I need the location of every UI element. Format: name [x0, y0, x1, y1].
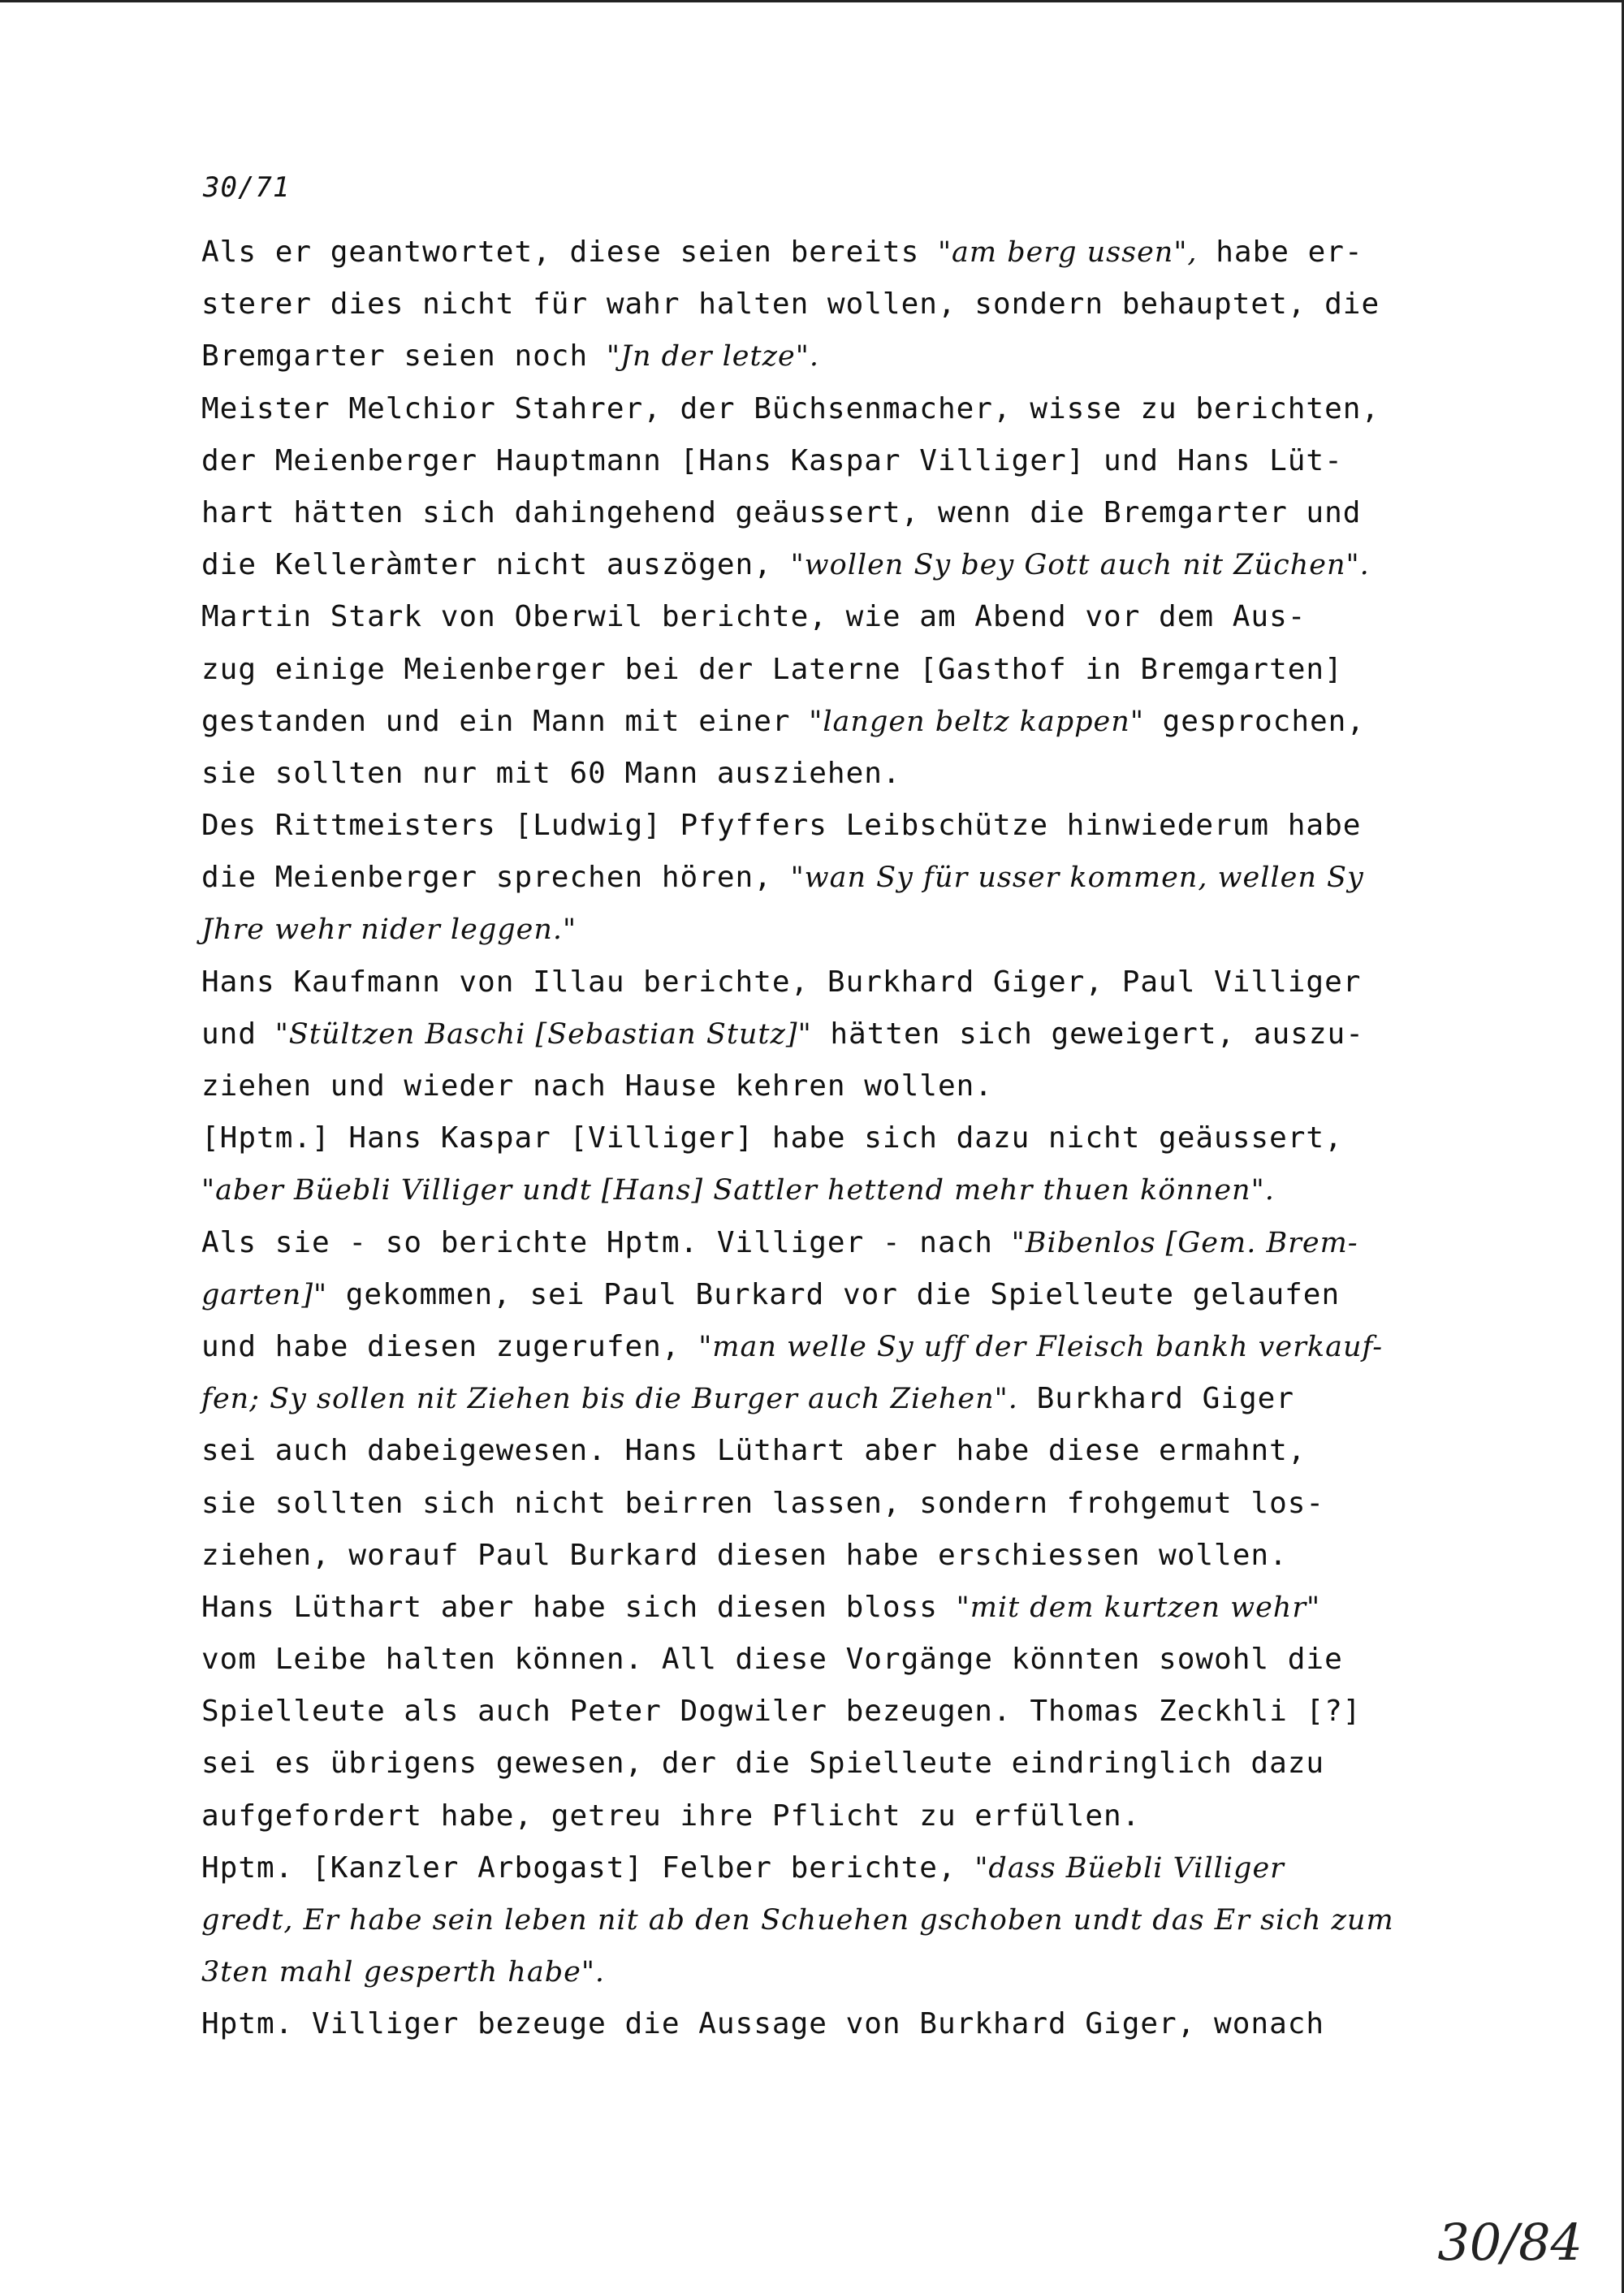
- handwritten-folio-number: 30/84: [1437, 2213, 1583, 2272]
- text-line: [201, 852, 1484, 904]
- quotation-segment: fen; Sy sollen nit Ziehen bis die Burger auch Ziehen".: [201, 1383, 1018, 1416]
- text-segment: vom Leibe halten können. All diese Vorgänge könnten sowohl die: [201, 1643, 1343, 1677]
- text-segment: Hptm. [Kanzler Arbogast] Felber berichte,: [201, 1850, 975, 1885]
- text-segment: Als er geantwortet, diese seien bereits: [201, 235, 938, 269]
- quotation-segment: "am berg ussen",: [937, 236, 1198, 269]
- text-line: [201, 1894, 1484, 1946]
- text-segment: [Hptm.] Hans Kaspar [Villiger] habe sich dazu nicht geäussert,: [201, 1121, 1343, 1155]
- text-line: [201, 1008, 1484, 1060]
- text-segment: und: [201, 1017, 275, 1051]
- text-segment: sei auch dabeigewesen. Hans Lüthart aber habe diese ermahnt,: [201, 1434, 1307, 1468]
- text-segment: und habe diesen zugerufen,: [201, 1329, 699, 1363]
- text-line: [201, 644, 1484, 696]
- text-line: [201, 591, 1484, 643]
- text-segment: sterer dies nicht für wahr halten wollen, sondern behauptet, die: [201, 287, 1380, 322]
- text-segment: gestanden und ein Mann mit einer: [201, 704, 810, 738]
- text-line: [201, 904, 1484, 956]
- text-line: [201, 227, 1484, 279]
- quotation-segment: "Bibenlos [Gem. Brem-: [1011, 1226, 1358, 1259]
- text-line: [201, 1112, 1484, 1164]
- text-segment: gesprochen,: [1143, 704, 1366, 738]
- text-segment: Burkhard Giger: [1017, 1382, 1294, 1416]
- text-line: [201, 1738, 1484, 1790]
- text-line: [201, 539, 1484, 591]
- quotation-segment: "man welle Sy uff der Fleisch bankh verkauf-: [698, 1330, 1384, 1363]
- text-line: [201, 1946, 1484, 1998]
- text-line: [201, 1373, 1484, 1425]
- text-line: [201, 279, 1484, 330]
- text-segment: Hptm. Villiger bezeuge die Aussage von Burkhard Giger, wonach: [201, 2007, 1325, 2041]
- text-segment: der Meienberger Hauptmann [Hans Kaspar Villiger] und Hans Lüt-: [201, 443, 1343, 477]
- text-segment: die Meienberger sprechen hören,: [201, 861, 791, 895]
- text-line: [201, 1530, 1484, 1582]
- quotation-segment: "dass Büebli Villiger: [974, 1851, 1285, 1885]
- text-segment: Hans Kaufmann von Illau berichte, Burkhard Giger, Paul Villiger: [201, 965, 1362, 999]
- text-line: [201, 1217, 1484, 1269]
- text-line: [201, 1634, 1484, 1686]
- text-segment: gekommen, sei Paul Burkard vor die Spielleute gelaufen: [327, 1277, 1341, 1311]
- text-segment: sie sollten sich nicht beirren lassen, sondern frohgemut los-: [201, 1486, 1325, 1520]
- text-line: [201, 956, 1484, 1008]
- quotation-segment: "wan Sy für usser kommen, wellen Sy: [790, 861, 1364, 895]
- text-segment: Bremgarter seien noch: [201, 339, 607, 374]
- text-segment: ziehen und wieder nach Hause kehren wollen.: [201, 1069, 993, 1103]
- text-line: [201, 487, 1484, 539]
- quotation-segment: gredt, Er habe sein leben nit ab den Schuehen gschoben undt das Er sich zum: [201, 1904, 1394, 1937]
- quotation-segment: "langen beltz kappen": [809, 705, 1144, 738]
- text-segment: sie sollten nur mit 60 Mann ausziehen.: [201, 756, 901, 790]
- text-line: [201, 1321, 1484, 1373]
- document-body: [201, 227, 1484, 2051]
- text-segment: aufgefordert habe, getreu ihre Pflicht zu erfüllen.: [201, 1799, 1141, 1833]
- text-line: [201, 696, 1484, 748]
- text-line: [201, 1164, 1484, 1216]
- text-line: [201, 1686, 1484, 1738]
- text-line: [201, 1842, 1484, 1894]
- text-line: [201, 330, 1484, 382]
- text-segment: Hans Lüthart aber habe sich diesen bloss: [201, 1590, 957, 1624]
- text-line: [201, 1790, 1484, 1842]
- text-segment: Meister Melchior Stahrer, der Büchsenmacher, wisse zu berichten,: [201, 391, 1380, 425]
- text-segment: hart hätten sich dahingehend geäussert, wenn die Bremgarter und: [201, 495, 1362, 529]
- text-line: [201, 800, 1484, 852]
- page-number: 30/71: [203, 171, 291, 204]
- text-line: [201, 1060, 1484, 1112]
- text-segment: sei es übrigens gewesen, der die Spielleute eindringlich dazu: [201, 1747, 1325, 1781]
- quotation-segment: Jhre wehr nider leggen.": [201, 913, 577, 947]
- text-line: [201, 1269, 1484, 1321]
- text-line: [201, 1998, 1484, 2050]
- quotation-segment: "wollen Sy bey Gott auch nit Züchen".: [790, 549, 1370, 582]
- text-line: [201, 435, 1484, 487]
- text-segment: habe er-: [1197, 235, 1363, 269]
- quotation-segment: "Stültzen Baschi [Sebastian Stutz]": [274, 1017, 812, 1051]
- quotation-segment: "mit dem kurtzen wehr": [956, 1591, 1321, 1624]
- text-line: [201, 1582, 1484, 1634]
- text-segment: hätten sich geweigert, auszu-: [811, 1017, 1364, 1051]
- text-line: [201, 1478, 1484, 1530]
- text-segment: Als sie - so berichte Hptm. Villiger - nach: [201, 1225, 1012, 1259]
- text-line: [201, 383, 1484, 435]
- quotation-segment: "Jn der letze".: [606, 340, 819, 374]
- quotation-segment: garten]": [201, 1278, 328, 1311]
- quotation-segment: "aber Büebli Villiger undt [Hans] Sattler hettend mehr thuen können".: [201, 1174, 1275, 1207]
- text-segment: ziehen, worauf Paul Burkard diesen habe erschiessen wollen.: [201, 1538, 1288, 1572]
- text-segment: zug einige Meienberger bei der Laterne [Gasthof in Bremgarten]: [201, 652, 1343, 686]
- text-segment: Spielleute als auch Peter Dogwiler bezeugen. Thomas Zeckhli [?]: [201, 1695, 1362, 1729]
- text-segment: Des Rittmeisters [Ludwig] Pfyffers Leibschütze hinwiederum habe: [201, 809, 1362, 843]
- text-line: [201, 1425, 1484, 1477]
- text-segment: die Kelleràmter nicht auszögen,: [201, 548, 791, 582]
- text-line: [201, 748, 1484, 800]
- text-segment: Martin Stark von Oberwil berichte, wie am Abend vor dem Aus-: [201, 600, 1307, 634]
- quotation-segment: 3ten mahl gesperth habe".: [201, 1956, 606, 1989]
